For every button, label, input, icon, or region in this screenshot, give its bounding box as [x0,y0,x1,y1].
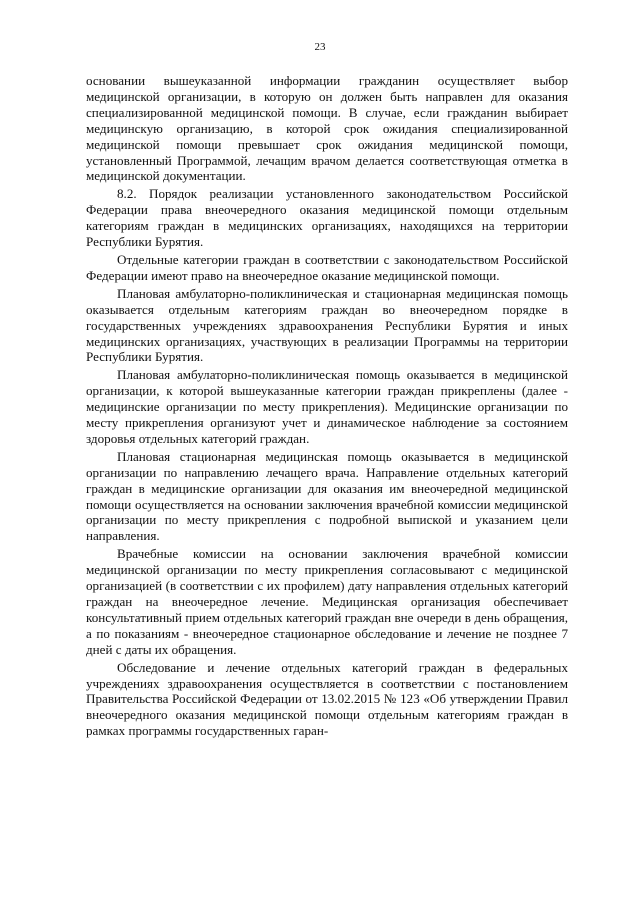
paragraph-7: Врачебные комиссии на основании заключения врачебной комиссии медицинской организации по месту прикрепления согласовывают с медицинской организацией (в соответствии с их профилем) дату направления отдельных категорий граждан на внеочередное лечение. Медицинская организация обеспечивает консультативный прием отдельных категорий граждан вне очереди в день обращения, а по показаниям - внеочередное стационарное обследование и лечение не позднее 7 дней с даты их обращения. [86,546,568,657]
paragraph-5: Плановая амбулаторно-поликлиническая помощь оказывается в медицинской организации, к которой вышеуказанные категории граждан прикреплены (далее - медицинские организации по месту прикрепления). Медицинские организации по месту прикрепления организуют учет и динамическое наблюдение за состоянием здоровья отдельных категорий граждан. [86,367,568,446]
paragraph-4: Плановая амбулаторно-поликлиническая и стационарная медицинская помощь оказывается отдельным категориям граждан во внеочередном порядке в государственных учреждениях здравоохранения Республики Бурятия и иных медицинских организациях, участвующих в реализации Программы на территории Республики Бурятия. [86,285,568,365]
paragraph-1: основании вышеуказанной информации гражданин осуществляет выбор медицинской организации, в которую он должен быть направлен для оказания специализированной медицинской помощи. В случае, если гражданин выбирает медицинскую организацию, в которой срок ожидания специализированной медицинской помощи превышает срок ожидания медицинской помощи, установленный Программой, лечащим врачом делается соответствующая отметка в медицинской документации. [86,73,568,184]
paragraph-8: Обследование и лечение отдельных категорий граждан в федеральных учреждениях здравоохранения осуществляется в соответствии с постановлением Правительства Российской Федерации от 13.02.2015 № 123 «Об утверждении Правил внеочередного оказания медицинской помощи отдельным категориям граждан в рамках программы государственных гаран- [86,659,568,739]
document-body [86,73,568,741]
paragraph-2: 8.2. Порядок реализации установленного законодательством Российской Федерации права внеочередного оказания медицинской помощи отдельным категориям граждан в медицинских организациях, находящихся на территории Республики Бурятия. [86,186,568,250]
paragraph-6: Плановая стационарная медицинская помощь оказывается в медицинской организации по направлению лечащего врача. Направление отдельных категорий граждан в медицинские организации для оказания им внеочередной медицинской помощи осуществляется на основании заключения врачебной комиссии медицинской организации по месту прикрепления с подробной выпиской и указанием цели направления. [86,448,568,544]
paragraph-3: Отдельные категории граждан в соответствии с законодательством Российской Федерации имеют право на внеочередное оказание медицинской помощи. [86,251,568,283]
page-number: 23 [314,41,326,53]
